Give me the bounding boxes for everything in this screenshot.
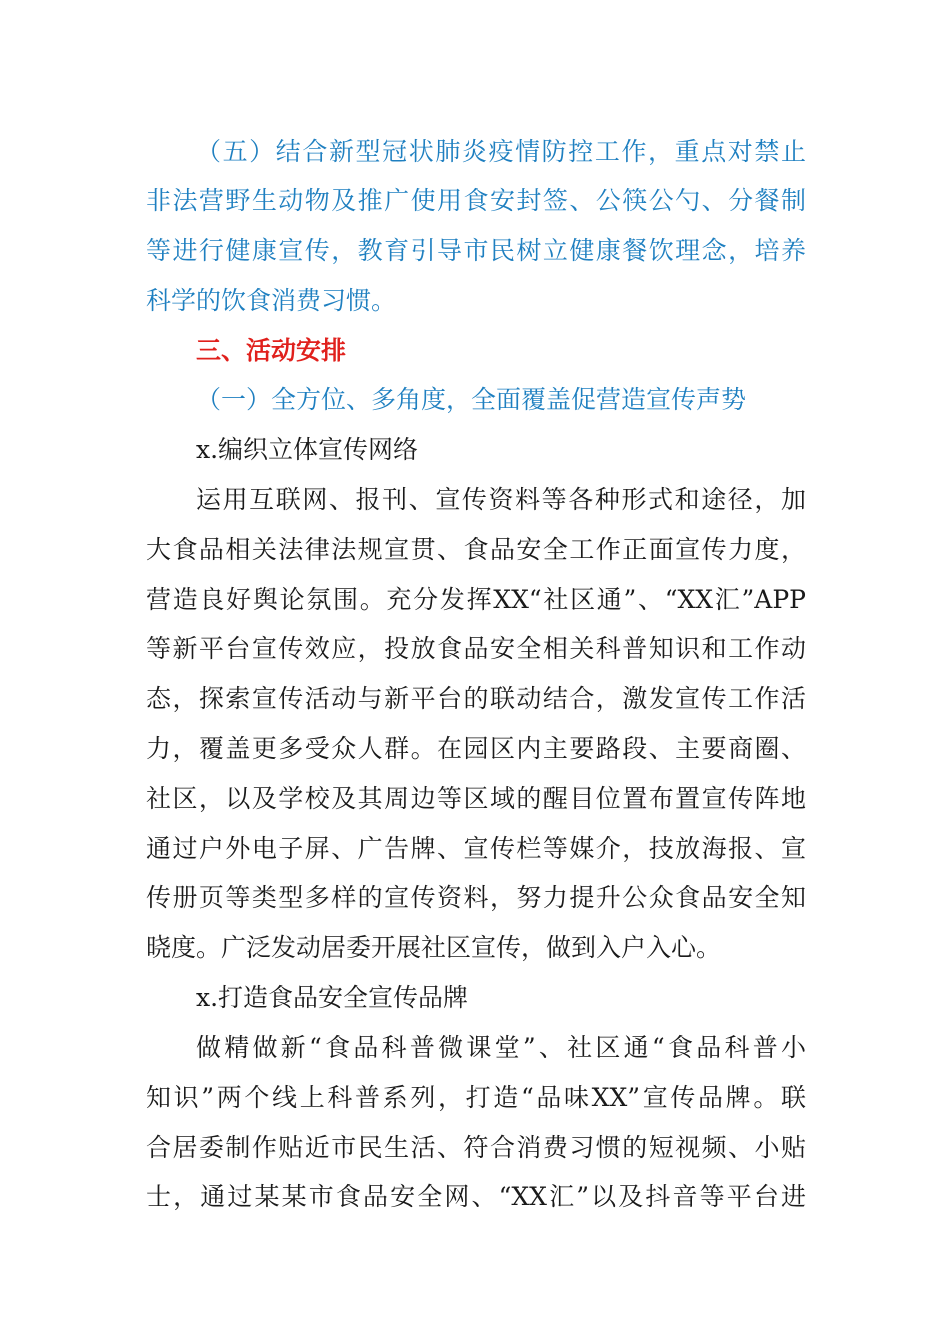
- item-one-line-5: 态，探索宣传活动与新平台的联动结合，激发宣传工作活: [146, 684, 806, 713]
- item-one-line-9: 传册页等类型多样的宣传资料，努力提升公众食品安全知: [146, 883, 806, 912]
- section-five-line-4: 科学的饮食消费习惯。: [146, 286, 397, 315]
- item-one-title: x.编织立体宣传网络: [196, 435, 419, 464]
- heading-activity-arrangement: 三、活动安排: [196, 336, 347, 365]
- item-two-line-4: 士，通过某某市食品安全网、“XX汇”以及抖音等平台进: [146, 1182, 806, 1211]
- item-one-line-4: 等新平台宣传效应，投放食品安全相关科普知识和工作动: [146, 634, 806, 663]
- section-five-line-3: 等进行健康宣传，教育引导市民树立健康餐饮理念，培养: [146, 236, 806, 265]
- item-one-line-10: 晓度。广泛发动居委开展社区宣传，做到入户入心。: [146, 933, 722, 962]
- item-two-title: x.打造食品安全宣传品牌: [196, 983, 469, 1012]
- item-two-line-2: 知识”两个线上科普系列，打造“品味XX”宣传品牌。联: [146, 1083, 806, 1112]
- item-one-line-7: 社区，以及学校及其周边等区域的醒目位置布置宣传阵地: [146, 784, 806, 813]
- item-two-line-1: 做精做新“食品科普微课堂”、社区通“食品科普小: [196, 1033, 806, 1062]
- subheading-one: （一）全方位、多角度，全面覆盖促营造宣传声势: [196, 385, 747, 414]
- item-two-line-3: 合居委制作贴近市民生活、符合消费习惯的短视频、小贴: [146, 1133, 806, 1162]
- item-one-line-3: 营造良好舆论氛围。充分发挥XX“社区通”、“XX汇”APP: [146, 585, 806, 614]
- item-one-line-1: 运用互联网、报刊、宣传资料等各种形式和途径，加: [196, 485, 806, 514]
- item-one-line-2: 大食品相关法律法规宣贯、食品安全工作正面宣传力度，: [146, 535, 806, 564]
- item-one-line-8: 通过户外电子屏、广告牌、宣传栏等媒介，技放海报、宣: [146, 834, 806, 863]
- section-five-line-2: 非法营野生动物及推广使用食安封签、公筷公勺、分餐制: [146, 186, 806, 215]
- item-one-line-6: 力，覆盖更多受众人群。在园区内主要路段、主要商圈、: [146, 734, 806, 763]
- section-five-line-1: （五）结合新型冠状肺炎疫情防控工作，重点对禁止: [196, 137, 806, 166]
